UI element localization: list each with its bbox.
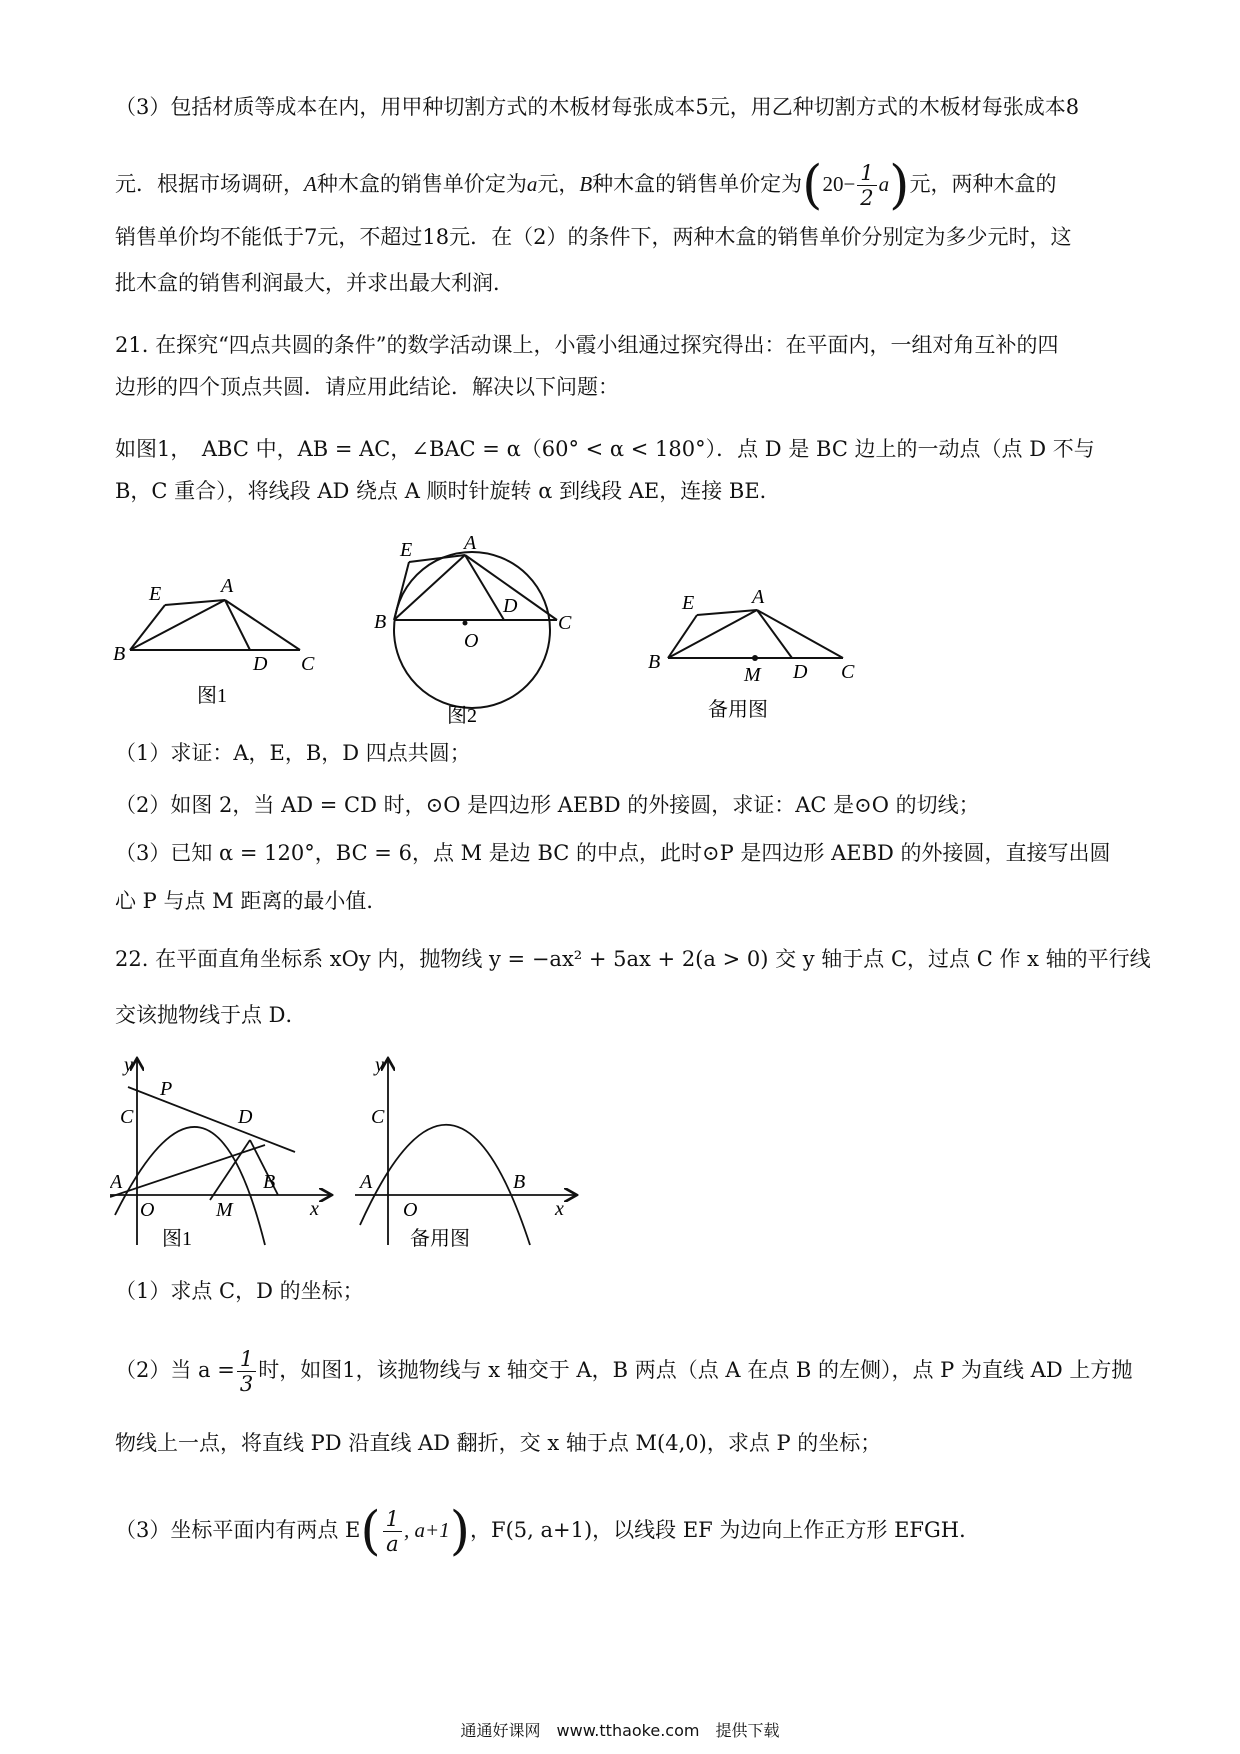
q20-text-a: 元．根据市场调研， (115, 172, 304, 196)
label-M: M (744, 664, 761, 686)
q20-text-c: 种木盒的销售单价定为 (316, 172, 527, 196)
q22-line2: 交该抛物线于点 D． (115, 1003, 307, 1027)
q21-figure1 (105, 560, 345, 715)
frac-num: 1 (857, 161, 876, 186)
label-D: D (793, 661, 808, 683)
q20-part3-line3: 销售单价均不能低于7元，不超过18元．在（2）的条件下，两种木盒的销售单价分别定为多少元时，这 (115, 225, 1072, 249)
q22-sub1: （1）求点 C，D 的坐标； (115, 1279, 364, 1303)
q21-line1: 21. 在探究“四点共圆的条件”的数学活动课上，小霞小组通过探究得出：在平面内，一组对角互补的四 (115, 333, 1059, 357)
paren-right: ) (889, 155, 910, 216)
q22-sub2-post: 时，如图1，该抛物线与 x 轴交于 A，B 两点（点 A 在点 B 的左侧），点 P 为直线 AD 上方抛 (258, 1358, 1133, 1382)
q20-var-A: A (304, 172, 317, 196)
q22-sub3 (115, 1500, 1135, 1560)
q20-part3-line2 (115, 155, 1135, 216)
label-E: E (682, 592, 695, 614)
q20-expr-pre: 20− (822, 172, 856, 196)
label-O: O (140, 1199, 155, 1221)
frac-num: 1 (383, 1507, 402, 1532)
label-O: O (464, 630, 479, 652)
q22-sub2-line1 (115, 1340, 1135, 1400)
label-B: B (263, 1171, 276, 1193)
axis-x-label: x (310, 1198, 319, 1220)
label-C: C (120, 1106, 134, 1128)
q20-var-a: a (526, 172, 538, 196)
label-D: D (238, 1106, 253, 1128)
q22-sub2-line2: 物线上一点，将直线 PD 沿直线 AD 翻折，交 x 轴于点 M(4,0)，求点 P 的坐标； (115, 1431, 882, 1455)
q21-line4: B，C 重合），将线段 AD 绕点 A 顺时针旋转 α 到线段 AE，连接 BE． (115, 479, 781, 503)
q22-sub3-mid: , a+1 (404, 1518, 450, 1542)
q21-spare-figure (640, 575, 880, 725)
q21-sub2: （2）如图 2，当 AD = CD 时，⊙O 是四边形 AEBD 的外接圆，求证：AC 是⊙O 的切线； (115, 793, 980, 817)
q20-text-h: 元，两种木盒的 (909, 172, 1057, 196)
q22-sub2-pre: （2）当 a = (115, 1358, 235, 1382)
label-E: E (149, 583, 162, 605)
label-A: A (360, 1171, 373, 1193)
label-A: A (752, 586, 765, 608)
q20-part3-line4: 批木盒的销售利润最大，并求出最大利润． (115, 271, 514, 295)
label-C: C (558, 612, 572, 634)
q20-fraction (857, 161, 876, 210)
q21-sub1: （1）求证：A，E，B，D 四点共圆； (115, 741, 471, 765)
q20-expr-post: a (878, 172, 890, 196)
q22-sub3-pre: （3）坐标平面内有两点 E (115, 1518, 361, 1542)
paren-left: ( (360, 1501, 381, 1562)
figure2-caption: 图2 (447, 705, 477, 727)
label-B: B (374, 611, 387, 633)
q21-line3: 如图1， ABC 中，AB = AC，∠BAC = α（60° < α < 180°）．点 D 是 BC 边上的一动点（点 D 不与 (115, 437, 1095, 461)
label-B: B (113, 643, 126, 665)
label-P: P (160, 1078, 173, 1100)
q21-line2: 边形的四个顶点共圆．请应用此结论．解决以下问题： (115, 375, 619, 399)
q22-sub3-fraction (383, 1507, 402, 1556)
q22-line1: 22. 在平面直角坐标系 xOy 内，抛物线 y = −ax² + 5ax + 2(a > 0) 交 y 轴于点 C，过点 C 作 x 轴的平行线 (115, 947, 1151, 971)
label-C: C (371, 1106, 385, 1128)
frac-den: 2 (860, 186, 874, 210)
q21-sub3-line2: 心 P 与点 M 距离的最小值． (115, 889, 388, 913)
label-B: B (513, 1171, 526, 1193)
q21-sub3-line1: （3）已知 α = 120°，BC = 6，点 M 是边 BC 的中点，此时⊙P 是四边形 AEBD 的外接圆，直接写出圆 (115, 841, 1111, 865)
axis-y-label: y (375, 1055, 384, 1076)
q22-sub3-post: ，F(5, a+1)，以线段 EF 为边向上作正方形 EFGH． (470, 1518, 981, 1542)
label-C: C (841, 661, 855, 683)
label-E: E (400, 539, 413, 561)
label-A: A (221, 575, 234, 597)
q20-var-B: B (579, 172, 593, 196)
frac-den: a (386, 1532, 399, 1556)
paren-left: ( (802, 155, 823, 216)
q22-spare-caption: 备用图 (410, 1228, 470, 1250)
axis-y-label: y (124, 1055, 133, 1076)
label-A: A (110, 1171, 123, 1193)
label-D: D (253, 653, 268, 675)
frac-den: 3 (239, 1372, 254, 1396)
label-A: A (464, 535, 477, 554)
spare-figure-caption: 备用图 (708, 699, 768, 721)
label-M: M (216, 1199, 233, 1221)
label-O: O (403, 1199, 418, 1221)
q22-sub2-fraction (237, 1347, 256, 1396)
label-C: C (301, 653, 315, 675)
page-footer: 通通好课网 www.tthaoke.com 提供下载 (460, 1721, 780, 1740)
figure1-caption: 图1 (197, 685, 227, 707)
q22-figure1 (110, 1055, 340, 1255)
q21-figure2 (372, 535, 612, 735)
frac-num: 1 (237, 1347, 256, 1372)
label-B: B (648, 651, 661, 673)
q20-text-e: 元， (537, 172, 580, 196)
axis-x-label: x (555, 1198, 564, 1220)
q20-text-g: 种木盒的销售单价定为 (592, 172, 803, 196)
q22-figure1-caption: 图1 (162, 1228, 192, 1250)
label-D: D (503, 595, 518, 617)
paren-right: ) (449, 1501, 471, 1562)
q20-part3-line1: （3）包括材质等成本在内，用甲种切割方式的木板材每张成本5元，用乙种切割方式的木板材每张成本8 (115, 95, 1080, 119)
q22-spare-figure (355, 1055, 585, 1255)
